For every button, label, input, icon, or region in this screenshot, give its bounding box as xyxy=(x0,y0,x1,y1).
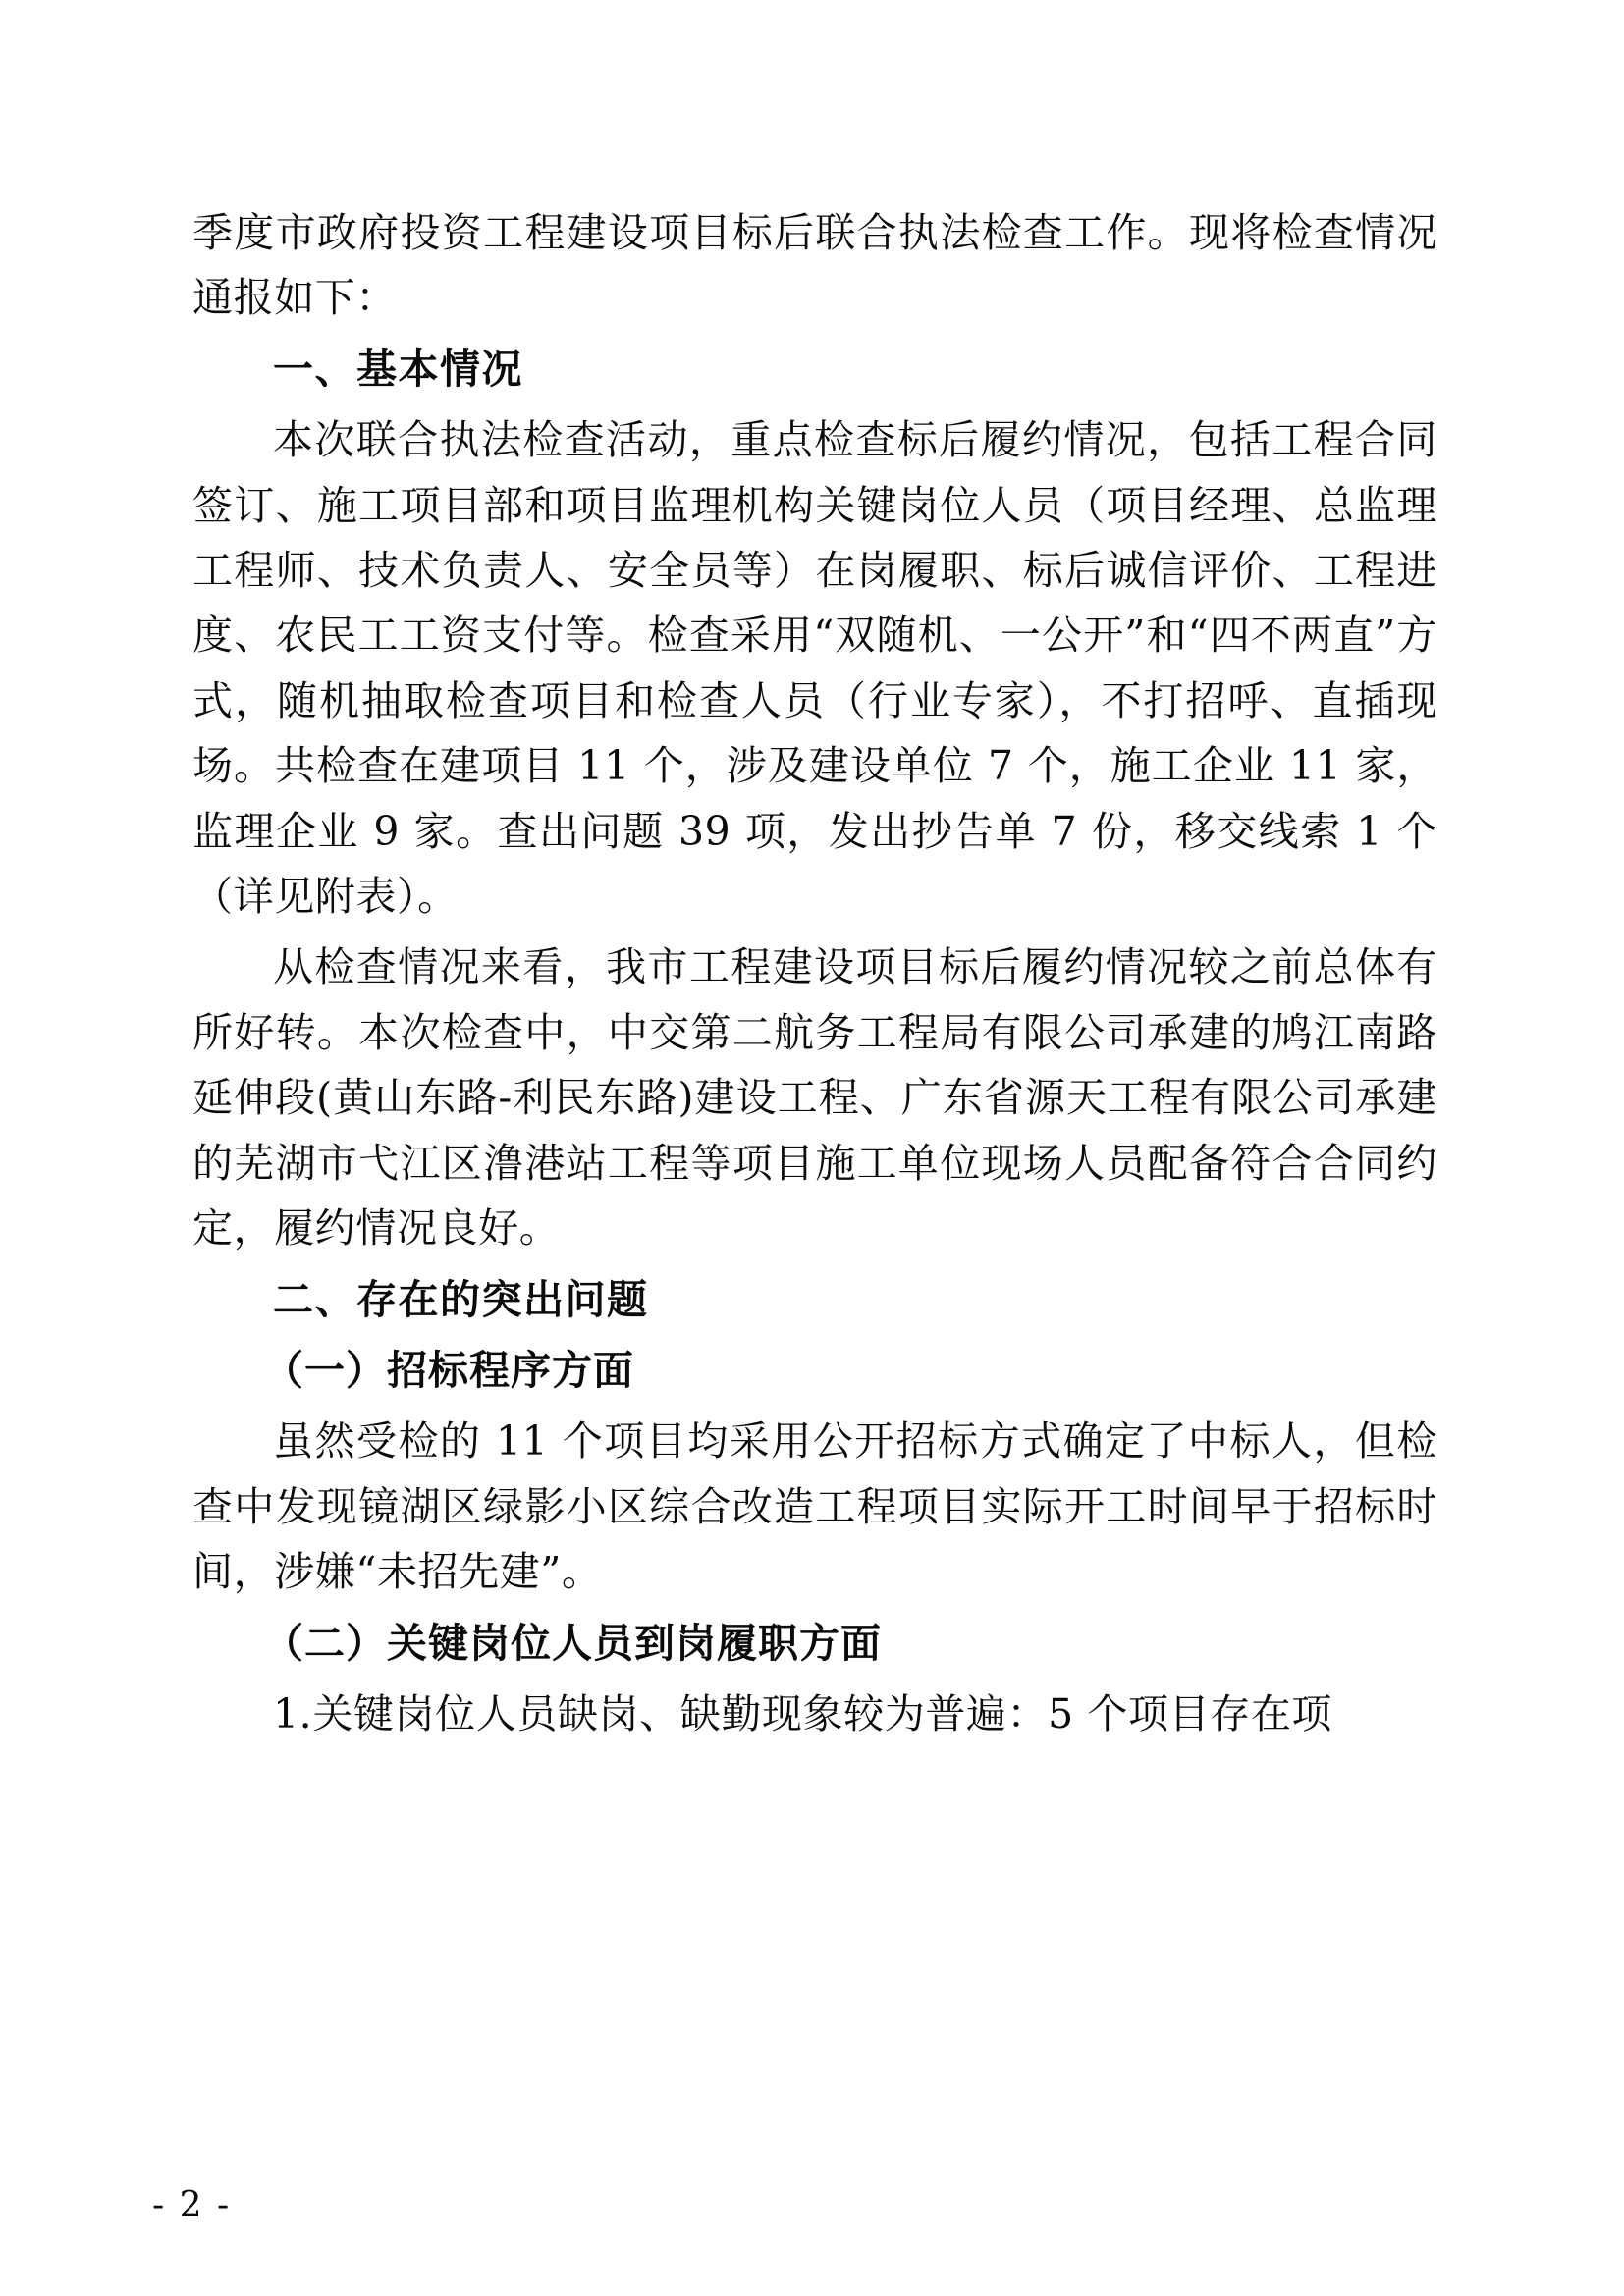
page-number: - 2 - xyxy=(152,2185,232,2225)
paragraph-inspection-findings: 从检查情况来看，我市工程建设项目标后履约情况较之前总体有所好转。本次检查中，中交第二航务工程局有限公司承建的鸠江南路延伸段(黄山东路-利民东路)建设工程、广东省源天工程有限公司承建的芜湖市弋江区澛港站工程等项目施工单位现场人员配备符合合同约定，履约情况良好。 xyxy=(192,943,1437,1253)
paragraph-key-personnel-detail: 1.关键岗位人员缺岗、缺勤现象较为普遍：5 个项目存在项 xyxy=(273,1689,1333,1737)
paragraph-inspection-overview: 本次联合执法检查活动，重点检查标后履约情况，包括工程合同签订、施工项目部和项目监理机构关键岗位人员（项目经理、总监理工程师、技术负责人、安全员等）在岗履职、标后诚信评价、工程进度、农民工工资支付等。检查采用“双随机、一公开”和“四不两直”方式，随机抽取检查项目和检查人员（行业专家），不打招呼、直插现场。共检查在建项目 11 个，涉及建设单位 7 个，施工企业 11 家，监理企业 9 家。查出问题 39 项，发出抄告单 7 份，移交线索 1 个（详见附表）。 xyxy=(192,416,1437,921)
paragraph-bidding-procedure-detail: 虽然受检的 11 个项目均采用公开招标方式确定了中标人，但检查中发现镜湖区绿影小区综合改造工程项目实际开工时间早于招标时间，涉嫌“未招先建”。 xyxy=(192,1417,1437,1596)
paragraph-continuation: 季度市政府投资工程建设项目标后联合执法检查工作。现将检查情况通报如下： xyxy=(192,209,1437,322)
subsection-heading-key-personnel: （二）关键岗位人员到岗履职方面 xyxy=(263,1619,882,1667)
subsection-heading-bidding-procedure: （一）招标程序方面 xyxy=(263,1346,634,1394)
section-heading-outstanding-problems: 二、存在的突出问题 xyxy=(273,1275,649,1323)
section-heading-basic-situation: 一、基本情况 xyxy=(273,345,523,393)
document-body xyxy=(192,194,1437,1746)
